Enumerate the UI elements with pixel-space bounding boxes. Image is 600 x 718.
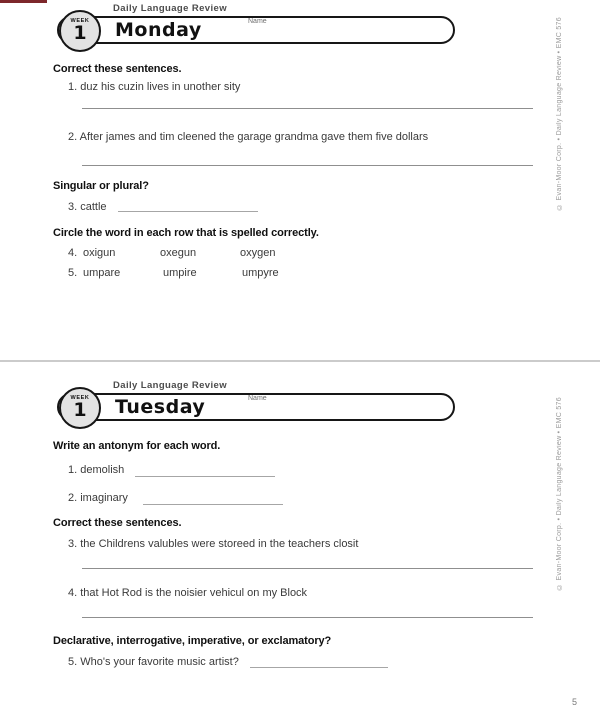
brand-title: Daily Language Review — [113, 380, 227, 391]
copyright-sidebar: © Evan-Moor Corp. • Daily Language Review • EMC 576 — [556, 17, 563, 210]
section-heading: Correct these sentences. — [53, 517, 182, 529]
week-badge — [59, 387, 101, 429]
question-text: 1. duz his cuzin lives in unother sity — [68, 81, 241, 93]
week-badge-label: WEEK — [70, 395, 90, 401]
week-badge-number: 1 — [73, 22, 87, 44]
question-text: 3. the Childrens valubles were storeed in the teachers closit — [68, 538, 359, 550]
answer-line — [250, 667, 388, 668]
section-heading: Singular or plural? — [53, 180, 149, 192]
answer-line — [143, 504, 283, 505]
section-heading: Correct these sentences. — [53, 63, 182, 75]
word-choice: umpare — [83, 267, 121, 279]
day-title: Tuesday — [115, 396, 206, 418]
week-badge-label: WEEK — [70, 18, 90, 24]
section-heading: Circle the word in each row that is spelled correctly. — [53, 227, 319, 239]
answer-line — [82, 617, 533, 618]
section-divider — [0, 360, 600, 362]
answer-line — [82, 108, 533, 109]
day-title: Monday — [115, 19, 202, 41]
question-text: 2. After james and tim cleened the garage grandma gave them five dollars — [68, 131, 429, 143]
word-choice: oxegun — [160, 247, 197, 259]
word-choice: umpire — [163, 267, 197, 279]
question-text: 3. cattle — [68, 201, 107, 213]
question-number: 5. — [68, 267, 78, 279]
answer-line — [82, 165, 533, 166]
word-choice: umpyre — [242, 267, 279, 279]
section-heading: Write an antonym for each word. — [53, 440, 221, 452]
page-number: 5 — [572, 697, 578, 707]
name-label: Name — [248, 18, 267, 25]
answer-line — [135, 476, 275, 477]
question-number: 4. — [68, 247, 78, 259]
name-label: Name — [248, 395, 267, 402]
word-choice: oxigun — [83, 247, 116, 259]
week-badge — [59, 10, 101, 52]
question-text: 1. demolish — [68, 464, 125, 476]
copyright-sidebar: © Evan-Moor Corp. • Daily Language Review • EMC 576 — [556, 397, 563, 590]
week-badge-number: 1 — [73, 399, 87, 421]
scan-edge-mark — [0, 0, 47, 3]
section-heading: Declarative, interrogative, imperative, or exclamatory? — [53, 635, 332, 647]
question-text: 5. Who's your favorite music artist? — [68, 656, 239, 668]
answer-line — [82, 568, 533, 569]
question-text: 4. that Hot Rod is the noisier vehicul on my Block — [68, 587, 308, 599]
question-text: 2. imaginary — [68, 492, 128, 504]
answer-line — [118, 211, 258, 212]
brand-title: Daily Language Review — [113, 3, 227, 14]
word-choice: oxygen — [240, 247, 276, 259]
